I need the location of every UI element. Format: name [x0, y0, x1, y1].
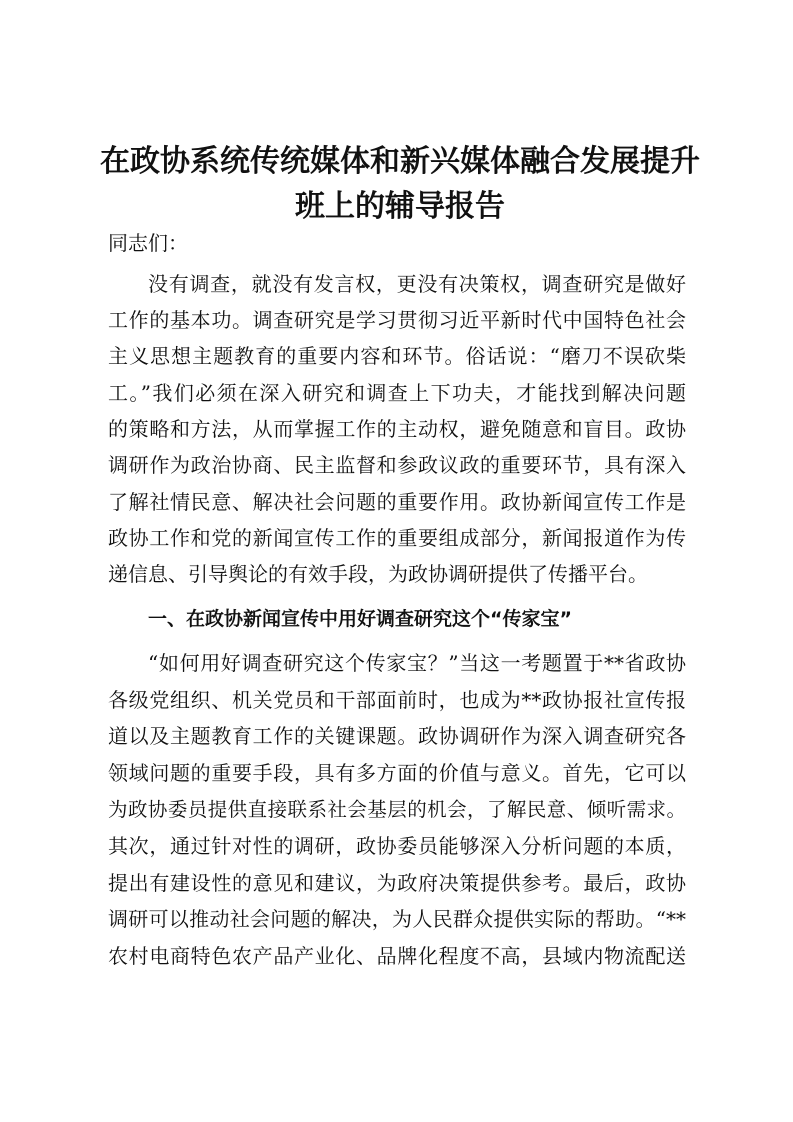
- salutation: 同志们：: [108, 231, 188, 255]
- paragraph-2-line: 农村电商特色农产品产业化、品牌化程度不高，县域内物流配送: [108, 944, 686, 968]
- paragraph-1-line: 没有调查，就没有发言权，更没有决策权，调查研究是做好: [148, 272, 686, 296]
- paragraph-1-line: 了解社情民意、解决社会问题的重要作用。政协新闻宣传工作是: [108, 490, 686, 514]
- paragraph-2-line: 道以及主题教育工作的关键课题。政协调研作为深入调查研究各: [108, 724, 686, 748]
- paragraph-1-line: 政协工作和党的新闻宣传工作的重要组成部分，新闻报道作为传: [108, 526, 686, 550]
- paragraph-2-line: 其次，通过针对性的调研，政协委员能够深入分析问题的本质，: [108, 834, 686, 858]
- paragraph-2-line: 为政协委员提供直接联系社会基层的机会，了解民意、倾听需求。: [108, 798, 686, 821]
- paragraph-1-line: 调研作为政治协商、民主监督和参政议政的重要环节，具有深入: [108, 453, 686, 477]
- paragraph-2-line: “如何用好调查研究这个传家宝？”当这一考题置于**省政协: [148, 651, 686, 675]
- section-1-heading: 一、在政协新闻宣传中用好调查研究这个“传家宝”: [148, 608, 572, 630]
- paragraph-1-line: 的策略和方法，从而掌握工作的主动权，避免随意和盲目。政协: [108, 417, 686, 441]
- paragraph-2-line: 各级党组织、机关党员和干部面前时，也成为**政协报社宣传报: [108, 688, 686, 712]
- paragraph-1-line: 主义思想主题教育的重要内容和环节。俗话说：“磨刀不误砍柴: [108, 344, 686, 368]
- paragraph-2-line: 领域问题的重要手段，具有多方面的价值与意义。首先，它可以: [108, 761, 686, 785]
- paragraph-1-line: 工作的基本功。调查研究是学习贯彻习近平新时代中国特色社会: [108, 308, 686, 332]
- paragraph-2-line: 调研可以推动社会问题的解决，为人民群众提供实际的帮助。“**: [108, 907, 686, 931]
- paragraph-2-line: 提出有建设性的意见和建议，为政府决策提供参考。最后，政协: [108, 871, 686, 895]
- document-title-line-2: 班上的辅导报告: [295, 189, 505, 224]
- document-title-line-1: 在政协系统传统媒体和新兴媒体融合发展提升: [100, 144, 700, 179]
- paragraph-1-line: 工。”我们必须在深入研究和调查上下功夫，才能找到解决问题: [108, 381, 686, 405]
- paragraph-1-line: 递信息、引导舆论的有效手段，为政协调研提供了传播平台。: [108, 562, 648, 586]
